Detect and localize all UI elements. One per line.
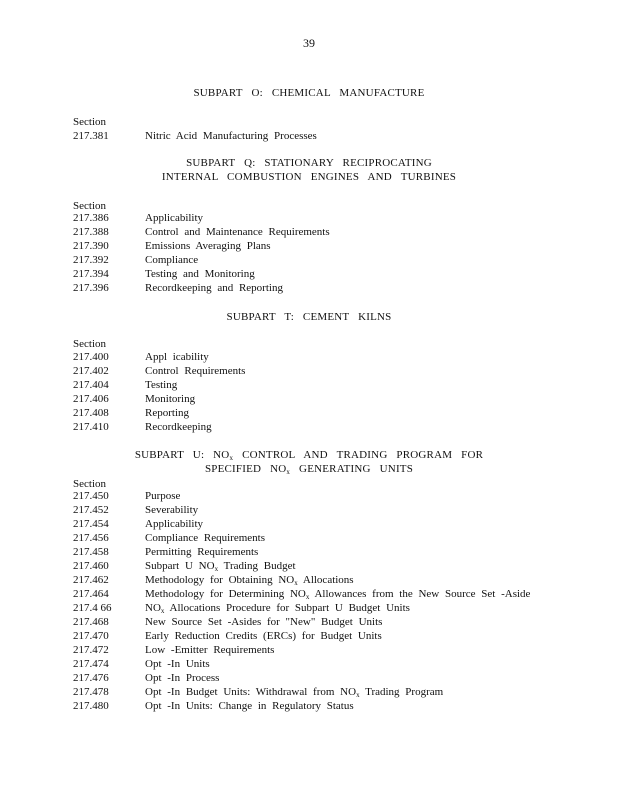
subpart-heading: INTERNAL COMBUSTION ENGINES AND TURBINES bbox=[161, 171, 457, 183]
section-number: 217.458 bbox=[73, 546, 109, 558]
section-number: 217.452 bbox=[73, 504, 109, 516]
page-number: 39 bbox=[303, 36, 315, 50]
section-row bbox=[73, 587, 593, 601]
section-row bbox=[73, 657, 593, 671]
section-title: Applicability bbox=[145, 518, 204, 530]
section-column-label: Section bbox=[73, 200, 106, 212]
section-row bbox=[73, 643, 593, 657]
subpart-heading: SUBPART U: $NO_x$ CONTROL AND TRADING PROGRAM FOR bbox=[134, 449, 484, 462]
section-row bbox=[73, 685, 593, 699]
section-number: 217.478 bbox=[73, 686, 109, 698]
section-row bbox=[73, 420, 593, 434]
section-row bbox=[73, 392, 593, 406]
section-number: 217.381 bbox=[73, 130, 109, 142]
section-number: 217.386 bbox=[73, 212, 109, 224]
section-title: Emissions Averaging Plans bbox=[145, 240, 271, 252]
section-column-label: Section bbox=[73, 338, 106, 350]
section-number: 217.392 bbox=[73, 254, 109, 266]
section-row bbox=[73, 267, 593, 281]
section-title: Opt -In Budget Units: Withdrawal from $NO_x$ Trading Program bbox=[145, 686, 444, 699]
section-title: Recordkeeping and Reporting bbox=[145, 282, 283, 294]
section-number: 217.450 bbox=[73, 490, 109, 502]
section-title: Recordkeeping bbox=[145, 421, 212, 433]
section-row bbox=[73, 239, 593, 253]
subpart-heading: SUBPART Q: STATIONARY RECIPROCATING bbox=[186, 157, 432, 169]
section-number: 217.460 bbox=[73, 560, 109, 572]
section-row bbox=[73, 406, 593, 420]
section-column-label: Section bbox=[73, 116, 106, 128]
section-title: $NO_x$ Allocations Procedure for Subpart U Budget Units bbox=[145, 602, 410, 615]
section-number: 217.402 bbox=[73, 365, 109, 377]
section-number: 217.468 bbox=[73, 616, 109, 628]
section-number: 217.408 bbox=[73, 407, 109, 419]
section-title: Control Requirements bbox=[145, 365, 246, 377]
section-title: Methodology for Obtaining $NO_x$ Allocations bbox=[145, 574, 354, 587]
section-title: Testing bbox=[145, 379, 178, 391]
section-title: Compliance bbox=[145, 254, 199, 266]
section-title: Early Reduction Credits (ERCs) for Budget Units bbox=[145, 630, 382, 642]
section-title: Compliance Requirements bbox=[145, 532, 265, 544]
section-title: Severability bbox=[145, 504, 199, 516]
section-title: Permitting Requirements bbox=[145, 546, 259, 558]
section-title: Subpart U $NO_x$ Trading Budget bbox=[145, 560, 296, 573]
section-number: 217.474 bbox=[73, 658, 109, 670]
subpart-heading: SPECIFIED $NO_x$ GENERATING UNITS bbox=[204, 463, 414, 476]
section-row bbox=[73, 615, 593, 629]
section-row bbox=[73, 517, 593, 531]
section-title: Monitoring bbox=[145, 393, 196, 405]
section-number: 217.476 bbox=[73, 672, 109, 684]
section-number: 217.410 bbox=[73, 421, 109, 433]
section-row bbox=[73, 225, 593, 239]
section-list bbox=[73, 489, 593, 713]
section-title: Reporting bbox=[145, 407, 189, 419]
section-row bbox=[73, 253, 593, 267]
section-number: 217.388 bbox=[73, 226, 109, 238]
section-title: Applicability bbox=[145, 212, 204, 224]
section-title: New Source Set -Asides for "New" Budget Units bbox=[145, 616, 383, 628]
section-row bbox=[73, 211, 593, 225]
subpart-heading: SUBPART T: CEMENT KILNS bbox=[226, 311, 392, 323]
section-number: 217.400 bbox=[73, 351, 109, 363]
section-row bbox=[73, 531, 593, 545]
section-row bbox=[73, 489, 593, 503]
section-column-label: Section bbox=[73, 478, 106, 490]
section-title: Methodology for Determining $NO_x$ Allowances from the New Source Set -Aside bbox=[145, 588, 531, 601]
section-row bbox=[73, 545, 593, 559]
section-row bbox=[73, 503, 593, 517]
section-number: 217.464 bbox=[73, 588, 109, 600]
section-title: Testing and Monitoring bbox=[145, 268, 255, 280]
section-number: 217.454 bbox=[73, 518, 109, 530]
section-number: 217.406 bbox=[73, 393, 109, 405]
section-row bbox=[73, 573, 593, 587]
section-row bbox=[73, 559, 593, 573]
section-number: 217.4 66 bbox=[73, 602, 112, 614]
section-row bbox=[73, 671, 593, 685]
section-number: 217.480 bbox=[73, 700, 109, 712]
section-title: Low -Emitter Requirements bbox=[145, 644, 275, 656]
subpart-heading: SUBPART O: CHEMICAL MANUFACTURE bbox=[193, 87, 425, 99]
section-number: 217.394 bbox=[73, 268, 109, 280]
section-row bbox=[73, 699, 593, 713]
section-number: 217.462 bbox=[73, 574, 109, 586]
section-number: 217.404 bbox=[73, 379, 109, 391]
section-row bbox=[73, 629, 593, 643]
section-title: Control and Maintenance Requirements bbox=[145, 226, 330, 238]
section-number: 217.396 bbox=[73, 282, 109, 294]
section-list bbox=[73, 211, 593, 295]
section-row bbox=[73, 129, 593, 143]
section-row bbox=[73, 364, 593, 378]
section-number: 217.390 bbox=[73, 240, 109, 252]
section-row bbox=[73, 378, 593, 392]
section-number: 217.470 bbox=[73, 630, 109, 642]
section-title: Opt -In Process bbox=[145, 672, 220, 684]
section-list bbox=[73, 129, 593, 143]
section-title: Nitric Acid Manufacturing Processes bbox=[145, 130, 317, 142]
section-row bbox=[73, 601, 593, 615]
section-list bbox=[73, 350, 593, 434]
section-title: Opt -In Units bbox=[145, 658, 210, 670]
section-row bbox=[73, 281, 593, 295]
section-number: 217.456 bbox=[73, 532, 109, 544]
section-title: Appl icability bbox=[145, 351, 209, 363]
section-row bbox=[73, 350, 593, 364]
section-number: 217.472 bbox=[73, 644, 109, 656]
section-title: Opt -In Units: Change in Regulatory Status bbox=[145, 700, 354, 712]
section-title: Purpose bbox=[145, 490, 181, 502]
